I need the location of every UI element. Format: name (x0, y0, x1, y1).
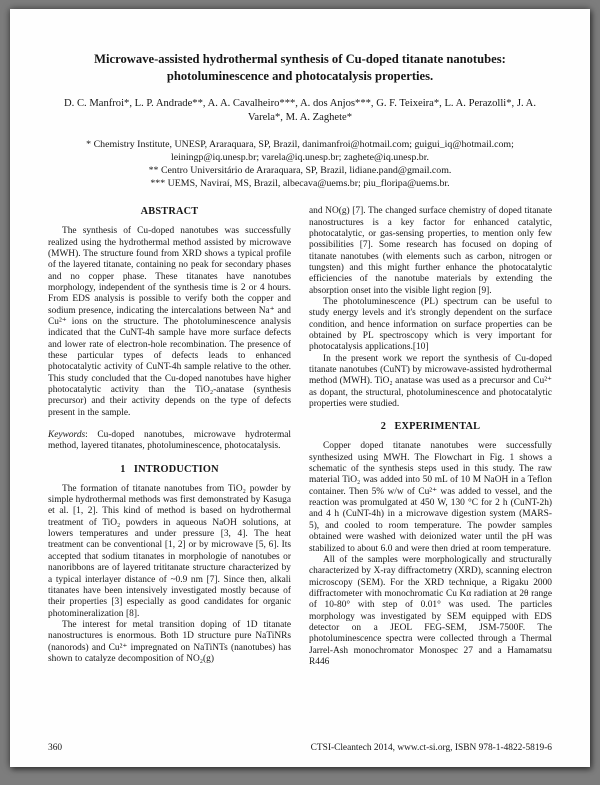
introduction-heading: 1 INTRODUCTION (120, 463, 219, 475)
abstract-heading: ABSTRACT (140, 206, 199, 218)
abstract-paragraph: The synthesis of Cu-doped nanotubes was successfully realized using the hydrothermal method assisted by microwave (MWH). The structure found from XRD shows a typical profile of the layered titanate, containing no peak for secondary phases and no copper phase. These titanates have nanotubes morphology, independent of the synthesis time is 2 or 4 hours. From EDS analysis is possible to verify both the copper and sodium presence, indicating the intercalations between Na⁺ and Cu²⁺ ions on the structure. The photoluminescence analysis indicated that the CuNT-4h sample have more surface defects and lower rate of electron-hole recombination. The presence of these particular types of defects leads to enhanced photocatalytic activity of CuNT-4h sample relative to the other. This study concluded that the Cu-doped nanotubes have higher photocatalytic activity than the TiO₂-anatase (synthesis precursor) and their activity depends on the type of defects present in the sample. (48, 226, 291, 418)
experimental-paragraph-2: All of the samples were morphologically and structurally characterized by X-ray diffractometry (XRD), scanning electron microscopy (SEM). For the XRD technique, a Rigaku 2000 diffractometer with monochromatic Cu Kα radiation at 2θ range of 10-80° with step of 0.01° was used. The particles morphology was investigated by SEM equipped with EDS detector on a JEOL FEG-SEM, JSM-7500F. The photoluminescence spectra were collected through a Thermal Jarrel-Ash monochromator Monospec 27 and a Hamamatsu R446 (309, 554, 552, 667)
paper-title: Microwave-assisted hydrothermal synthesis of Cu-doped titanate nanotubes: photoluminescence and photocatalysis properties. (94, 52, 506, 84)
photoluminescence-paragraph: The photoluminescence (PL) spectrum can be useful to study energy levels and it's strongly dependent on the surface condition, and hence information on surface properties can be obtained by PL spectroscopy which is very important for photocatalysis applications.[10] (309, 296, 552, 353)
affiliation-line-3: *** UEMS, Naviraí, MS, Brazil, albecava@uems.br; piu_floripa@uems.br. (150, 178, 450, 190)
affiliation-line-1: * Chemistry Institute, UNESP, Araraquara, SP, Brazil, danimanfroi@hotmail.com; guigui_iq@hotmail.com; leiningp@iq.unesp.br; varela@iq.unesp.br; zaghete@iq.unesp.br. (86, 138, 514, 164)
introduction-paragraph-1: The formation of titanate nanotubes from TiO₂ powder by simple hydrothermal methods was first demonstrated by Kasuga et al. [1, 2]. This kind of method is based on hydrothermal treatment of TiO₂ powders in aqueous NaOH solutions, at lowers temperatures and under pressure [3, 4]. The heat treatment can be conventional [1, 2] or by microwave [5, 6]. Its accepted that sodium titanates in morphologie of nanotubes or nanoribbons are of layered trititanate structure characterized by a typical interlayer distance of ~0.9 nm [7]. Since then, alkali titanates have been intensively investigated mostly because of their properties [3] especially as good candidates for organic photomineralization [8]. (48, 483, 291, 619)
experimental-paragraph-1: Copper doped titanate nanotubes were successfully synthesized using MWH. The Flowchart in Fig. 1 shows a schematic of the synthesis steps used in this study. The raw material TiO₂ was added into 50 mL of 10 M NaOH in a Teflon container. Then 5% w/w of Cu²⁺ was added to vessel, and the reaction was promulgated at 450 W, 130 °C for 2 h (CuNT-2h) and 4 h (CuNT-4h) in a microwave digestion system (MARS-5), and cooled to room temperature. The powder samples obtained were washed with deionized water until the pH was stabilized to about 6.0 and were then dried at room temperature. (309, 441, 552, 554)
page-footer (48, 737, 552, 753)
page-number: 360 (48, 743, 63, 753)
authors-line: D. C. Manfroi*, L. P. Andrade**, A. A. Cavalheiro***, A. dos Anjos***, G. F. Teixeira*, L. A. Perazolli*, J. A. Varela*, M. A. Zaghete* (64, 97, 536, 124)
paper-page (10, 9, 590, 767)
keywords-label: Keywords (48, 430, 86, 441)
conference-info: CTSI-Cleantech 2014, www.ct-si.org, ISBN 978-1-4822-5819-6 (310, 743, 552, 753)
left-column (48, 206, 291, 737)
keywords-line (48, 430, 291, 453)
right-column (309, 206, 552, 737)
affiliation-line-2: ** Centro Universitário de Araraquara, SP, Brazil, lidiane.pand@gmail.com. (148, 165, 452, 177)
two-column-body (48, 206, 552, 737)
experimental-heading: 2 EXPERIMENTAL (380, 421, 481, 433)
continued-paragraph: and NO(g) [7]. The changed surface chemistry of doped titanate nanostructures is a key factor for enhanced catalytic, photocatalytic, or gas-sensing properties, to mention only few possibilities [7]. Some research has focused on doping of titanate nanotubes (with elements such as carbon, nitrogen or tungsten) and this might further enhance the photocatalytic efficiencies of the nanotube materials by extending the absorption onset into the visible light region [9]. (309, 206, 552, 296)
introduction-paragraph-2: The interest for metal transition doping of 1D titanate nanostructures is enormous. Both 1D structure pure NaTiNRs (nanorods) and Cu²⁺ impregnated on NaTiNTs (nanotubes) has shown to catalyze decomposition of NO₂(g) (48, 619, 291, 664)
keywords-text: : Cu-doped nanotubes, microwave hydrotermal method, layered titanates, photoluminescence, photocatalysis. (48, 430, 291, 452)
present-work-paragraph: In the present work we report the synthesis of Cu-doped titanate nanotubes (CuNT) by microwave-assisted hydrothermal method (MWH). TiO₂ anatase was used as a precursor and Cu²⁺ as dopant, the structural, photoluminescence and photocatalytic properties were studied. (309, 353, 552, 410)
affiliations-block (48, 138, 552, 190)
